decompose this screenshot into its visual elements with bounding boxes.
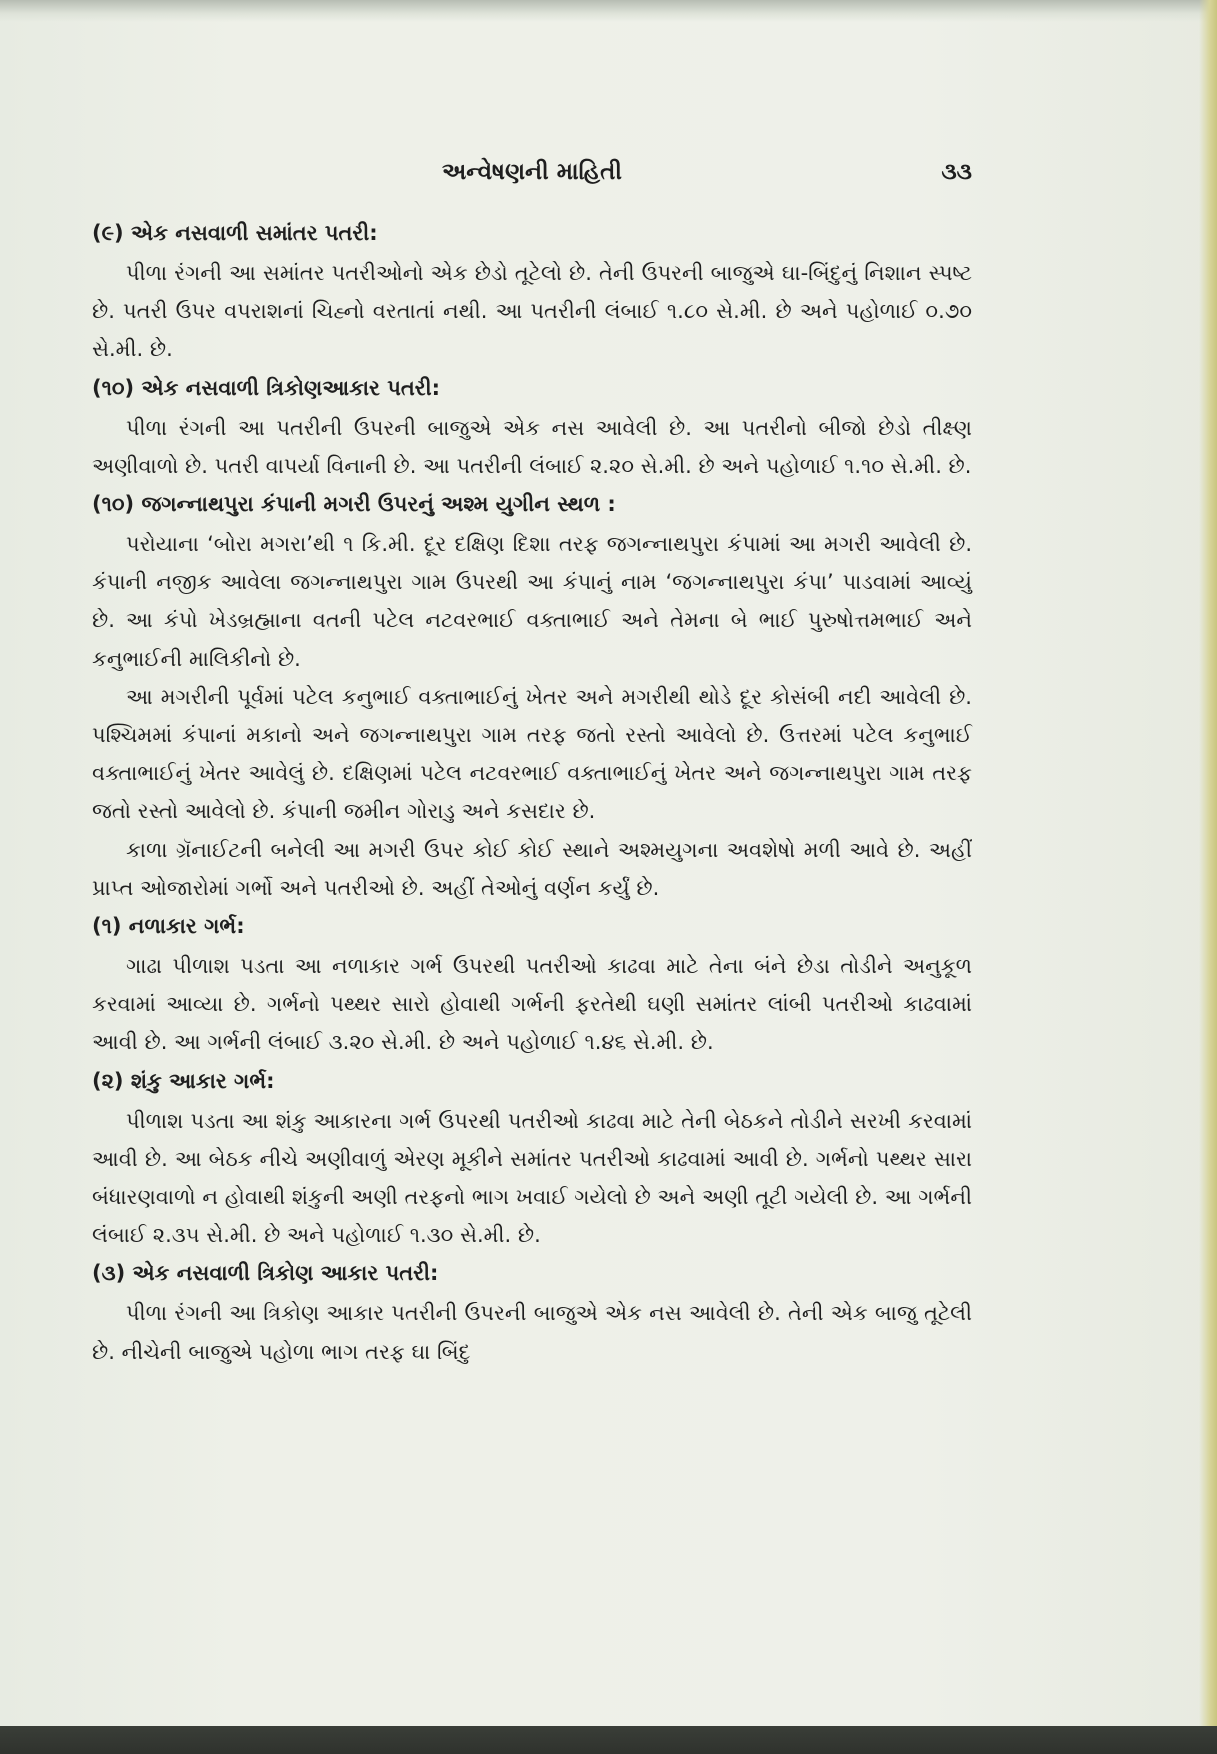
paragraph: કાળા ગ્રૅનાઈટની બનેલી આ મગરી ઉપર કોઈ કોઈ સ્થાને અશ્મયુગના અવશેષો મળી આવે છે. અહીં પ્રાપ્ત ઓજારોમાં ગર્ભો અને પતરીઓ છે. અહીં તેઓનું વર્ણન કર્યું છે. bbox=[92, 837, 972, 900]
running-head: અન્વેષણની માહિતી bbox=[441, 159, 622, 185]
section-heading-2: (૨) શંકુ આકાર ગર્ભ: bbox=[92, 1068, 275, 1093]
paragraph: ગાઢા પીળાશ પડતા આ નળાકાર ગર્ભ ઉપરથી પતરીઓ કાઢવા માટે તેના બંને છેડા તોડીને અનુકૂળ કરવામાં આવ્યા છે. ગર્ભનો પથ્થર સારો હોવાથી ગર્ભની ફરતેથી ઘણી સમાંતર લાંબી પતરીઓ કાઢવામાં આવી છે. આ ગર્ભની લંબાઈ ૩.૨૦ સે.મી. છે અને પહોળાઈ ૧.૪૬ સે.મી. છે. bbox=[92, 954, 972, 1055]
scan-bottom-border bbox=[0, 1726, 1217, 1754]
page-right-edge bbox=[1199, 0, 1217, 1730]
section-heading-3: (૩) એક નસવાળી ત્રિકોણ આકાર પતરી: bbox=[92, 1261, 439, 1286]
paragraph: પરોયાના ‘બોરા મગરા’થી ૧ કિ.મી. દૂર દક્ષિણ દિશા તરફ જગન્નાથપુરા કંપામાં આ મગરી આવેલી છે. કંપાની નજીક આવેલા જગન્નાથપુરા ગામ ઉપરથી આ કંપાનું નામ ‘જગન્નાથપુરા કંપા’ પાડવામાં આવ્યું છે. આ કંપો ખેડબ્રહ્માના વતની પટેલ નટવરભાઈ વક્તાભાઈ અને તેમના બે ભાઈ પુરુષોત્તમભાઈ અને કનુભાઈની માલિકીનો છે. bbox=[92, 532, 972, 671]
section-heading-1: (૧) નળાકાર ગર્ભ: bbox=[92, 914, 245, 939]
paragraph: પીળાશ પડતા આ શંકુ આકારના ગર્ભ ઉપરથી પતરીઓ કાઢવા માટે તેની બેઠકને તોડીને સરખી કરવામાં આવી છે. આ બેઠક નીચે અણીવાળું એરણ મૂકીને સમાંતર પતરીઓ કાઢવામાં આવી છે. ગર્ભનો પથ્થર સારા બંધારણવાળો ન હોવાથી શંકુની અણી તરફનો ભાગ ખવાઈ ગયેલો છે અને અણી તૂટી ગયેલી છે. આ ગર્ભની લંબાઈ ૨.૩૫ સે.મી. છે અને પહોળાઈ ૧.૩૦ સે.મી. છે. bbox=[92, 1108, 972, 1248]
page-header bbox=[92, 155, 972, 195]
paragraph: પીળા રંગની આ સમાંતર પતરીઓનો એક છેડો તૂટેલો છે. તેની ઉપરની બાજુએ ઘા-બિંદુનું નિશાન સ્પષ્ટ છે. પતરી ઉપર વપરાશનાં ચિહ્નો વરતાતાં નથી. આ પતરીની લંબાઈ ૧.૮૦ સે.મી. છે અને પહોળાઈ ૦.૭૦ સે.મી. છે. bbox=[92, 261, 972, 362]
section-heading-9: (૯) એક નસવાળી સમાંતર પતરી: bbox=[92, 221, 378, 245]
section-heading-10: (૧૦) એક નસવાળી ત્રિકોણઆકાર પતરી: bbox=[92, 375, 441, 400]
paragraph: પીળા રંગની આ ત્રિકોણ આકાર પતરીની ઉપરની બાજુએ એક નસ આવેલી છે. તેની એક બાજુ તૂટેલી છે. નીચેની બાજુએ પહોળા ભાગ તરફ ઘા બિંદુ bbox=[92, 1301, 972, 1364]
page-top-shadow bbox=[0, 0, 1217, 22]
paragraph: પીળા રંગની આ પતરીની ઉપરની બાજુએ એક નસ આવેલી છે. આ પતરીનો બીજો છેડો તીક્ષ્ણ અણીવાળો છે. પતરી વાપર્યા વિનાની છે. આ પતરીની લંબાઈ ૨.૨૦ સે.મી. છે અને પહોળાઈ ૧.૧૦ સે.મી. છે. bbox=[92, 415, 972, 478]
page-number: ૩૩ bbox=[941, 159, 972, 185]
body-text bbox=[92, 214, 972, 1371]
paragraph: આ મગરીની પૂર્વમાં પટેલ કનુભાઈ વક્તાભાઈનું ખેતર અને મગરીથી થોડે દૂર કોસંબી નદી આવેલી છે. પશ્ચિમમાં કંપાનાં મકાનો અને જગન્નાથપુરા ગામ તરફ જતો રસ્તો આવેલો છે. ઉત્તરમાં પટેલ કનુભાઈ વક્તાભાઈનું ખેતર આવેલું છે. દક્ષિણમાં પટેલ નટવરભાઈ વક્તાભાઈનું ખેતર અને જગન્નાથપુરા ગામ તરફ જતો રસ્તો આવેલો છે. કંપાની જમીન ગોરાડુ અને કસદાર છે. bbox=[92, 684, 972, 824]
section-heading-site: (૧૦) જગન્નાથપુરા કંપાની મગરી ઉપરનું અશ્મ યુગીન સ્થળ : bbox=[92, 492, 616, 517]
